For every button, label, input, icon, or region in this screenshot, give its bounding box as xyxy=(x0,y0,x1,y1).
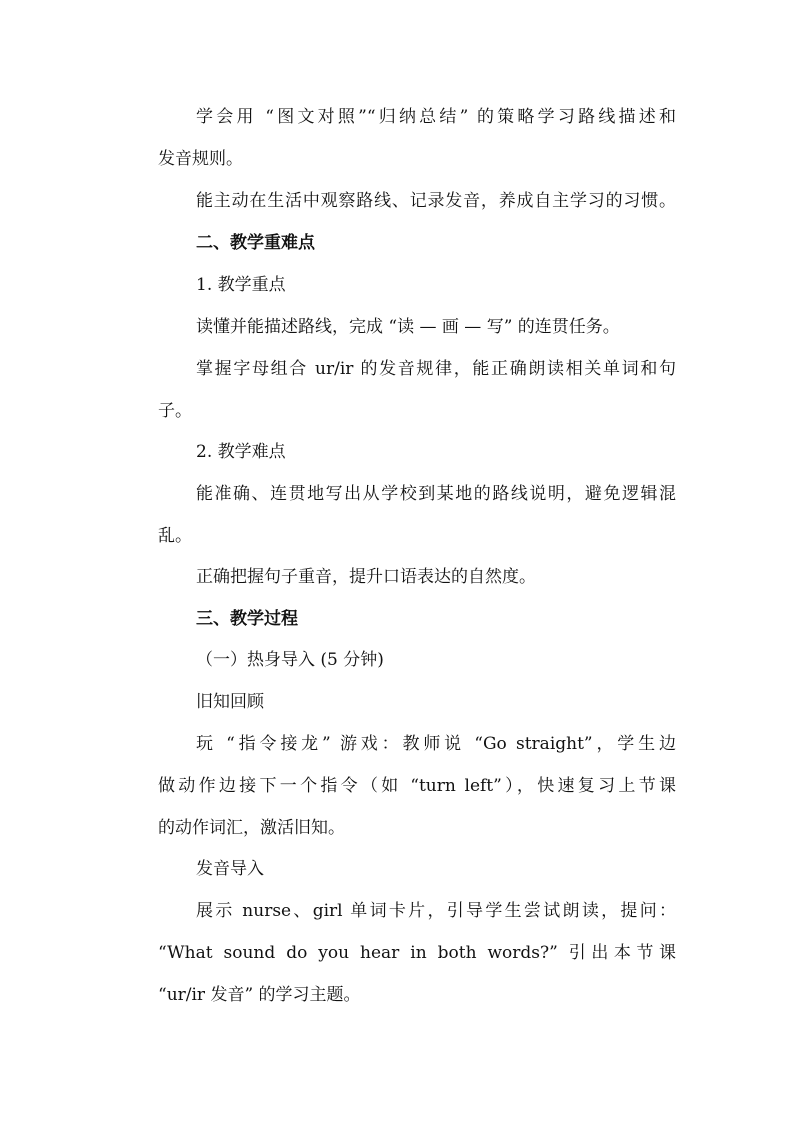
paragraph-game-line1: 玩 “指令接龙” 游戏：教师说 “Go straight”，学生边 xyxy=(196,734,676,754)
paragraph-game-line3: 的动作词汇，激活旧知。 xyxy=(158,818,345,838)
paragraph-stress: 正确把握句子重音，提升口语表达的自然度。 xyxy=(196,567,536,587)
paragraph-habits: 能主动在生活中观察路线、记录发音，养成自主学习的习惯。 xyxy=(196,191,676,211)
subheading-review: 旧知回顾 xyxy=(196,692,264,712)
paragraph-phonics-line1: 掌握字母组合 ur/ir 的发音规律，能正确朗读相关单词和句 xyxy=(196,359,676,379)
subheading-pronunciation-intro: 发音导入 xyxy=(196,859,264,879)
section-heading-key-points: 二、教学重难点 xyxy=(196,233,315,253)
subheading-key-focus: 1. 教学重点 xyxy=(196,275,286,295)
subheading-warmup: （一）热身导入 (5 分钟) xyxy=(196,650,384,670)
paragraph-cards-line3: “ur/ir 发音” 的学习主题。 xyxy=(158,985,361,1005)
paragraph-strategy-line2: 发音规则。 xyxy=(158,149,243,169)
paragraph-read-draw-write: 读懂并能描述路线，完成 “读 — 画 — 写” 的连贯任务。 xyxy=(196,317,620,337)
paragraph-cards-line1: 展示 nurse、girl 单词卡片，引导学生尝试朗读，提问： xyxy=(196,901,676,921)
paragraph-route-writing-line2: 乱。 xyxy=(158,526,192,546)
paragraph-strategy-line1: 学会用 “图文对照”“归纳总结” 的策略学习路线描述和 xyxy=(196,107,676,127)
paragraph-route-writing-line1: 能准确、连贯地写出从学校到某地的路线说明，避免逻辑混 xyxy=(196,484,676,504)
paragraph-cards-line2: “What sound do you hear in both words?” 引出本节课 xyxy=(158,943,676,963)
subheading-difficulties: 2. 教学难点 xyxy=(196,442,286,462)
paragraph-game-line2: 做动作边接下一个指令（如 “turn left”），快速复习上节课 xyxy=(158,776,676,796)
paragraph-phonics-line2: 子。 xyxy=(158,401,192,421)
section-heading-process: 三、教学过程 xyxy=(196,609,298,629)
